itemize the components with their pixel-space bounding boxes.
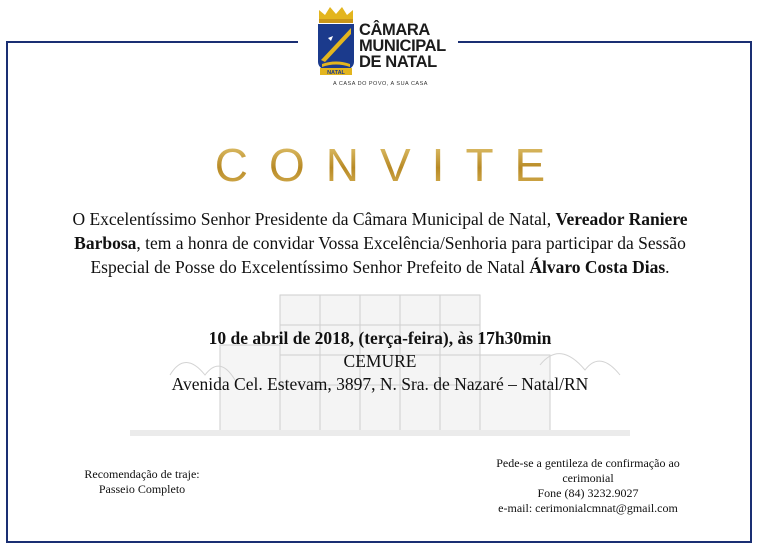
invitation-text-part-1: O Excelentíssimo Senhor Presidente da Câmara Municipal de Natal, — [72, 209, 556, 229]
rsvp-phone: Fone (84) 3232.9027 — [537, 486, 639, 500]
dress-code — [72, 467, 212, 497]
crest-icon — [316, 4, 356, 80]
mayor-name: Álvaro Costa Dias — [529, 257, 666, 277]
logo-name-line-1: CÂMARA — [359, 21, 430, 39]
event-date: 10 de abril de 2018, (terça-feira), às 17h30min — [208, 328, 552, 348]
invitation-text-part-3: . — [665, 257, 670, 277]
dress-code-value: Passeio Completo — [98, 482, 186, 496]
logo-name-line-2: MUNICIPAL — [359, 37, 446, 55]
event-address: Avenida Cel. Estevam, 3897, N. Sra. de Nazaré – Natal/RN — [171, 374, 589, 394]
logo-tagline: A CASA DO POVO, A SUA CASA — [333, 81, 428, 87]
rsvp-info — [478, 456, 698, 516]
logo-name — [359, 22, 446, 70]
camara-logo — [316, 4, 456, 88]
logo-name-line-3: DE NATAL — [359, 53, 437, 71]
event-details — [0, 327, 760, 396]
host-name: Vereador Raniere Barbosa — [74, 209, 688, 253]
crest-badge-text: NATAL — [327, 70, 345, 76]
page-title: CONVITE — [0, 138, 760, 192]
dress-code-label: Recomendação de traje: — [84, 467, 200, 481]
invitation-text — [70, 207, 690, 279]
invitation-text-part-2: , tem a honra de convidar Vossa Excelência/Senhoria para participar da Sessão Especial de Posse do Excelentíssimo Senhor Prefeito de Natal — [90, 233, 686, 277]
rsvp-request: Pede-se a gentileza de confirmação ao cerimonial — [496, 456, 680, 485]
event-venue: CEMURE — [343, 351, 417, 371]
rsvp-email: e-mail: cerimonialcmnat@gmail.com — [498, 501, 678, 515]
